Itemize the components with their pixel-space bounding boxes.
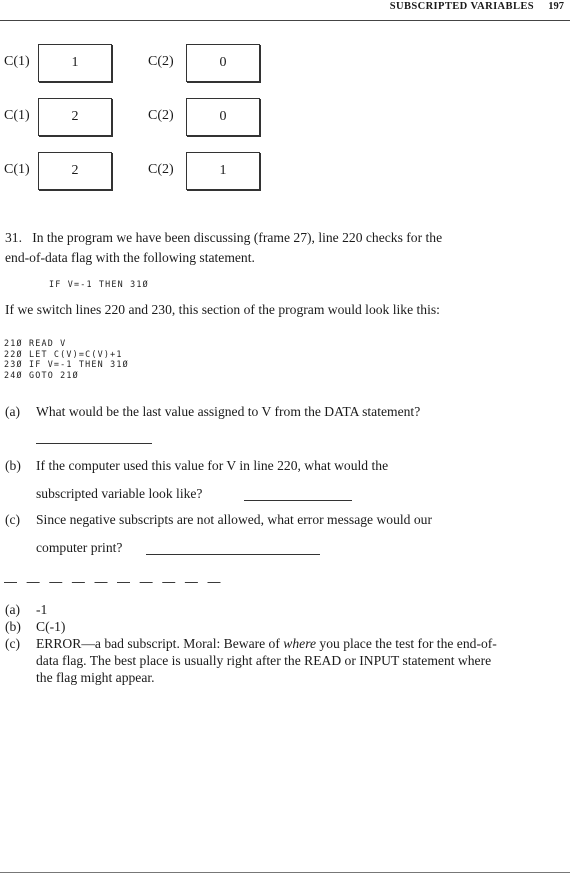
answer-emphasis: where bbox=[283, 636, 317, 651]
running-header bbox=[0, 0, 570, 21]
question-c-line-2 bbox=[5, 540, 545, 560]
question-b-line-2 bbox=[5, 486, 545, 506]
question-tag: (b) bbox=[5, 458, 21, 473]
switch-text: If we switch lines 220 and 230, this section of the program would look like this: bbox=[5, 302, 440, 317]
question-text: What would be the last value assigned to V from the DATA statement? bbox=[36, 404, 421, 419]
code-statement bbox=[49, 279, 149, 290]
value-box: 2 bbox=[38, 152, 112, 190]
answer-c bbox=[5, 635, 545, 695]
question-tag: (a) bbox=[5, 404, 21, 419]
code-line: 24Ø GOTO 21Ø bbox=[4, 369, 79, 380]
question-a bbox=[5, 404, 545, 424]
footer-rule bbox=[0, 872, 570, 873]
question-text: subscripted variable look like? bbox=[36, 486, 203, 501]
box-label: C(2) bbox=[148, 54, 174, 69]
answer-blank bbox=[244, 499, 352, 501]
answer-b bbox=[5, 618, 545, 635]
question-text: computer print? bbox=[36, 540, 123, 555]
answer-text-part: you place the test for the end-of-data flag. The best place is usually right after the READ or INPUT statement where the flag might appear. bbox=[36, 636, 497, 685]
answer-text: C(-1) bbox=[36, 619, 66, 634]
value-box: 1 bbox=[38, 44, 112, 82]
answer-tag: (a) bbox=[5, 602, 21, 617]
intro-line-2: end-of-data flag with the following statement. bbox=[5, 250, 255, 265]
code-line: 22Ø LET C(V)=C(V)+1 bbox=[4, 348, 123, 359]
box-label: C(2) bbox=[148, 162, 174, 177]
question-b bbox=[5, 458, 545, 478]
box-row-1 bbox=[0, 42, 578, 84]
answer-text: -1 bbox=[36, 602, 48, 617]
value-box: 0 bbox=[186, 44, 260, 82]
question-text: If the computer used this value for V in line 220, what would the bbox=[36, 458, 389, 473]
question-tag: (c) bbox=[5, 512, 21, 527]
value-box: 1 bbox=[186, 152, 260, 190]
question-c bbox=[5, 512, 545, 532]
answer-blank bbox=[36, 442, 152, 444]
running-header-title: SUBSCRIPTED VARIABLES bbox=[389, 1, 534, 12]
box-row-2 bbox=[0, 96, 578, 138]
page-number: 197 bbox=[548, 1, 564, 12]
answer-blank bbox=[146, 553, 320, 555]
frame-31-intro bbox=[5, 228, 520, 268]
answer-a bbox=[5, 601, 545, 618]
answer-separator: — — — — — — — — — — bbox=[4, 574, 224, 589]
question-text: Since negative subscripts are not allowed, what error message would our bbox=[36, 512, 432, 527]
box-label: C(1) bbox=[4, 108, 30, 123]
value-box: 0 bbox=[186, 98, 260, 136]
box-label: C(2) bbox=[148, 108, 174, 123]
intro-line-1: 31. In the program we have been discussing (frame 27), line 220 checks for the bbox=[5, 230, 443, 245]
code-line: 23Ø IF V=-1 THEN 31Ø bbox=[4, 359, 129, 369]
box-label: C(1) bbox=[4, 162, 30, 177]
answer-tag: (c) bbox=[5, 636, 21, 651]
box-label: C(1) bbox=[4, 54, 30, 69]
answer-text bbox=[36, 635, 506, 686]
answer-tag: (b) bbox=[5, 619, 21, 634]
code-listing bbox=[4, 338, 129, 380]
value-box: 2 bbox=[38, 98, 112, 136]
code-line: 21Ø READ V bbox=[4, 338, 67, 348]
code-line: IF V=-1 THEN 31Ø bbox=[49, 279, 149, 289]
box-row-3 bbox=[0, 150, 578, 192]
answer-text-part: ERROR—a bad subscript. Moral: Beware of bbox=[36, 636, 284, 651]
